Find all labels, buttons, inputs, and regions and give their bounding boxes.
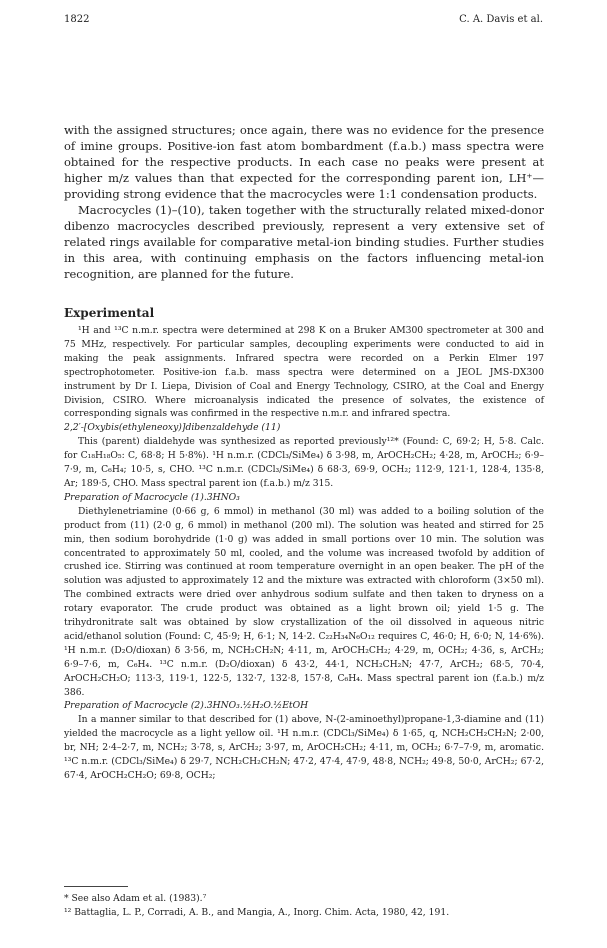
- experimental-general: ¹H and ¹³C n.m.r. spectra were determined at 298 K on a Bruker AM300 spectrometer at 300 and 75 MHz, respectively. For particular samples, decoupling experiments were conducted to aid in making the peak assignments. Infrared spectra were recorded on a Perkin Elmer 197 spectrophotometer. Positive-ion f.a.b. mass spectra were determined on a JEOL JMS-DX300 instrument by Dr I. Liepa, Division of Coal and Energy Technology, CSIRO, at the Coal and Energy Division, CSIRO. Where microanalysis indicated the presence of solvates, the existence of corresponding signals was confirmed in the respective n.m.r. and infrared spectra.: [64, 325, 544, 420]
- compound-11-text: This (parent) dialdehyde was synthesized as reported previously¹²* (Found: C, 69·2; H, 5·8. Calc. for C₁₈H₁₈O₅: C, 68·8; H 5·8%). ¹H n.m.r. (CDCl₃/SiMe₄) δ 3·98, m, ArOCH₂CH₂; 4·28, m, ArOCH₂; 6·9–7·9, m, C₆H₄; 10·5, s, CHO. ¹³C n.m.r. (CDCl₃/SiMe₄) δ 68·3, 69·9, OCH₂; 112·9, 121·1, 128·4, 135·8, Ar; 189·5, CHO. Mass spectral parent ion (f.a.b.) m/z 315.: [64, 436, 544, 489]
- footnote-divider: [64, 886, 128, 887]
- footnotes: [64, 892, 544, 920]
- experimental-section: [64, 324, 544, 783]
- macrocycle-2-text: In a manner similar to that described for (1) above, N-(2-aminoethyl)propane-1,3-diamine and (11) yielded the macrocycle as a light yellow oil. ¹H n.m.r. (CDCl₃/SiMe₄) δ 1·65, q, NCH₂CH₂CH₂N; 2·00, br, NH; 2·4–2·7, m, NCH₂; 3·78, s, ArCH₂; 3·97, m, ArOCH₂CH₂; 4·11, m, OCH₂; 6·7–7·9, m, aromatic. ¹³C n.m.r. (CDCl₃/SiMe₄) δ 29·7, NCH₂CH₂CH₂N; 47·2, 47·4, 47·9, 48·8, NCH₂; 49·8, 50·0, ArCH₂; 67·2, 67·4, ArOCH₂CH₂O; 69·8, OCH₂;: [64, 714, 544, 781]
- page-number: 1822: [64, 14, 90, 25]
- macrocycle-1-text: Diethylenetriamine (0·66 g, 6 mmol) in methanol (30 ml) was added to a boiling solution of the product from (11) (2·0 g, 6 mmol) in methanol (200 ml). The solution was heated and stirred for 25 min, then sodium borohydride (1·0 g) was added in small portions over 10 min. The solution was concentrated to approximately 50 ml, cooled, and the volume was increased twofold by addition of crushed ice. Stirring was continued at room temperature overnight in an open beaker. The pH of the solution was adjusted to approximately 12 and the mixture was extracted with chloroform (3×50 ml). The combined extracts were dried over anhydrous sodium sulfate and then taken to dryness on a rotary evaporator. The crude product was obtained as a light brown oil; yield 1·5 g. The trihydronitrate salt was obtained by slow crystallization of the oil dissolved in aqueous nitric acid/ethanol solution (Found: C, 45·9; H, 6·1; N, 14·2. C₂₂H₃₄N₆O₁₂ requires C, 46·0; H, 6·0; N, 14·6%). ¹H n.m.r. (D₂O/dioxan) δ 3·56, m, NCH₂CH₂N; 4·11, m, ArOCH₂CH₂; 4·29, m, OCH₂; 4·36, s, ArCH₂; 6·9–7·6, m, C₆H₄. ¹³C n.m.r. (D₂O/dioxan) δ 43·2, 44·1, NCH₂CH₂N; 47·7, ArCH₂; 68·5, 70·4, ArOCH₂CH₂O; 113·3, 119·1, 122·5, 132·7, 132·8, 157·8, C₆H₄. Mass spectral parent ion (f.a.b.) m/z 386.: [64, 505, 544, 698]
- discussion-text: [64, 122, 544, 282]
- compound-11-title: 2,2′-[Oxybis(ethyleneoxy)]dibenzaldehyde (11): [64, 422, 281, 434]
- macrocycle-2-title: Preparation of Macrocycle (2).3HNO₃.½H₂O.½EtOH: [64, 700, 309, 712]
- intro-paragraph-2: Macrocycles (1)–(10), taken together with the structurally related mixed-donor dibenzo macrocycles described previously, represent a very extensive set of related rings available for comparative metal-ion binding studies. Further studies in this area, with continuing emphasis on the factors influencing metal-ion recognition, are planned for the future.: [64, 203, 544, 281]
- footnote-star: * See also Adam et al. (1983).⁷: [64, 893, 207, 904]
- macrocycle-1-title: Preparation of Macrocycle (1).3HNO₃: [64, 491, 240, 503]
- footnote-ref-12: ¹² Battaglia, L. P., Corradi, A. B., and Mangia, A., Inorg. Chim. Acta, 1980, 42, 191.: [64, 907, 450, 918]
- running-title: C. A. Davis et al.: [459, 14, 543, 25]
- running-header: [64, 14, 543, 25]
- intro-paragraph-1: with the assigned structures; once again, there was no evidence for the presence of imine groups. Positive-ion fast atom bombardment (f.a.b.) mass spectra were obtained for the respective products. In each case no peaks were present at higher m/z values than that expected for the corresponding parent ion, LH⁺—providing strong evidence that the macrocycles were 1:1 condensation products.: [64, 123, 544, 201]
- experimental-heading: Experimental: [64, 306, 155, 320]
